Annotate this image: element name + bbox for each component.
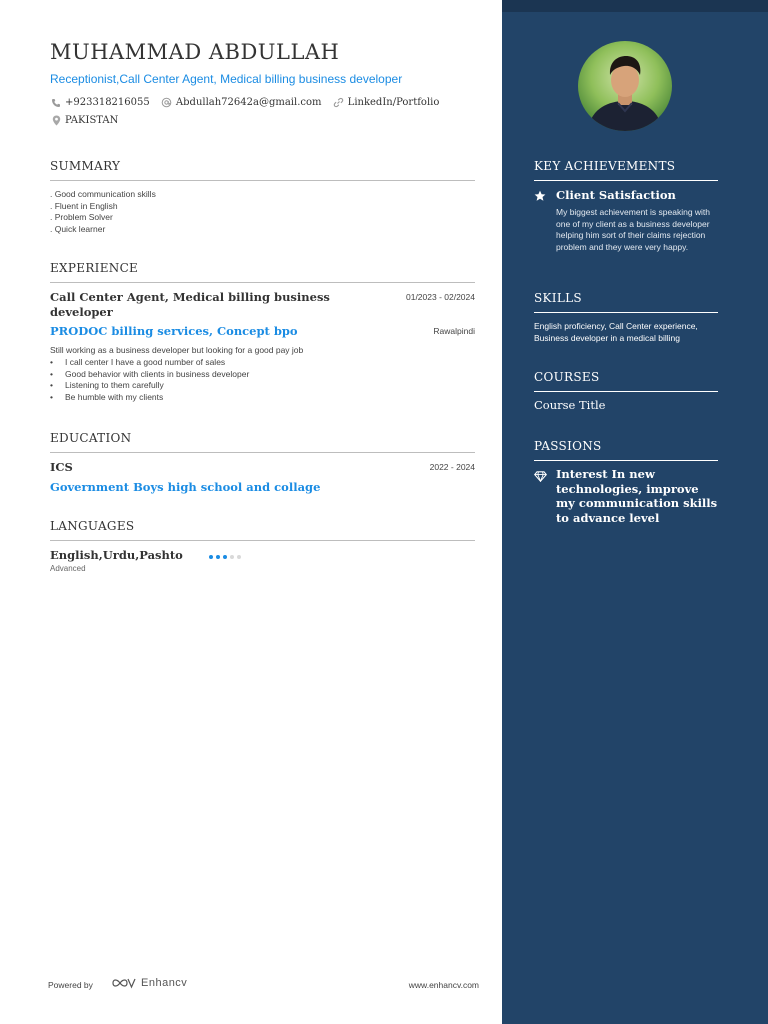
passions-heading: PASSIONS bbox=[534, 439, 718, 461]
powered-by-text: Powered by bbox=[48, 980, 93, 990]
school-name: Government Boys high school and collage bbox=[50, 480, 321, 494]
job-title: Call Center Agent, Medical billing business developer bbox=[50, 290, 330, 319]
job-bullet: • Good behavior with clients in business developer bbox=[50, 369, 475, 381]
courses-heading: COURSES bbox=[534, 370, 718, 392]
education-section bbox=[50, 431, 475, 494]
sidebar bbox=[502, 0, 768, 1024]
job-bullet: • Listening to them carefully bbox=[50, 380, 475, 392]
degree: ICS bbox=[50, 460, 73, 474]
summary-line: . Quick learner bbox=[50, 223, 106, 234]
education-entry bbox=[50, 460, 475, 474]
contact-link[interactable] bbox=[333, 95, 440, 109]
brand-name: Enhancv bbox=[141, 977, 188, 989]
contact-info bbox=[50, 95, 490, 129]
contact-phone bbox=[50, 96, 150, 110]
rating-dot-filled bbox=[223, 555, 227, 559]
job-description: Still working as a business developer but looking for a good pay job bbox=[50, 345, 304, 355]
language-name: English,Urdu,Pashto bbox=[50, 548, 183, 562]
skills-heading: SKILLS bbox=[534, 291, 718, 313]
link-icon bbox=[333, 96, 345, 108]
education-heading: EDUCATION bbox=[50, 431, 475, 453]
passion-item bbox=[534, 467, 718, 525]
sidebar-top-bar bbox=[502, 0, 768, 12]
language-level: Advanced bbox=[50, 564, 86, 573]
job-dates: 01/2023 - 02/2024 bbox=[405, 292, 475, 302]
achievements-section bbox=[534, 159, 718, 253]
job-bullets bbox=[50, 357, 475, 403]
avatar bbox=[578, 41, 672, 131]
job-bullet: • I call center I have a good number of sales bbox=[50, 357, 475, 369]
education-dates: 2022 - 2024 bbox=[429, 462, 475, 472]
rating-dot-filled bbox=[209, 555, 213, 559]
link-text: LinkedIn/Portfolio bbox=[347, 96, 440, 108]
footer bbox=[48, 977, 479, 993]
experience-heading: EXPERIENCE bbox=[50, 261, 475, 283]
language-entry bbox=[50, 548, 475, 578]
passions-section bbox=[534, 439, 718, 525]
rating-dot-empty bbox=[237, 555, 241, 559]
candidate-headline: Receptionist,Call Center Agent, Medical billing business developer bbox=[50, 72, 403, 86]
location-pin-icon bbox=[50, 115, 62, 127]
achievement-description: My biggest achievement is speaking with one of my client as a business developer helping him sort of their claims rejection problem and they were very happy. bbox=[556, 207, 711, 252]
achievements-heading: KEY ACHIEVEMENTS bbox=[534, 159, 718, 181]
enhancv-logo[interactable] bbox=[112, 977, 187, 989]
phone-text: +923318216055 bbox=[65, 97, 150, 108]
courses-section bbox=[534, 370, 718, 412]
experience-entry bbox=[50, 290, 475, 320]
rating-dot-filled bbox=[216, 555, 220, 559]
achievement-title: Client Satisfaction bbox=[556, 188, 676, 202]
skills-section bbox=[534, 291, 718, 344]
job-bullet: • Be humble with my clients bbox=[50, 392, 475, 404]
location-text: PAKISTAN bbox=[65, 115, 119, 126]
at-icon bbox=[161, 96, 173, 108]
languages-section bbox=[50, 519, 475, 578]
company-name: PRODOC billing services, Concept bpo bbox=[50, 324, 298, 338]
star-icon bbox=[534, 189, 546, 207]
summary-line: . Problem Solver bbox=[50, 212, 113, 222]
summary-line: . Fluent in English bbox=[50, 200, 118, 211]
summary-line: . Good communication skills bbox=[50, 189, 156, 199]
contact-location bbox=[50, 114, 118, 128]
languages-heading: LANGUAGES bbox=[50, 519, 475, 541]
job-location: Rawalpindi bbox=[433, 326, 475, 336]
diamond-icon bbox=[534, 469, 547, 487]
contact-email[interactable] bbox=[161, 95, 322, 109]
footer-website[interactable]: www.enhancv.com bbox=[408, 980, 479, 990]
experience-section bbox=[50, 261, 475, 403]
rating-dot-empty bbox=[230, 555, 234, 559]
email-text: Abdullah72642a@gmail.com bbox=[175, 96, 322, 108]
skills-text: English proficiency, Call Center experience, Business developer in a medical billing bbox=[534, 321, 698, 343]
candidate-name: MUHAMMAD ABDULLAH bbox=[50, 40, 340, 64]
passion-text: Interest In new technologies, improve my communication skills to advance level bbox=[556, 467, 718, 525]
enhancv-logo-icon bbox=[112, 977, 136, 989]
summary-lines bbox=[50, 189, 475, 235]
summary-section bbox=[50, 159, 475, 235]
phone-icon bbox=[50, 97, 62, 109]
summary-heading: SUMMARY bbox=[50, 159, 475, 181]
course-title: Course Title bbox=[534, 398, 606, 412]
achievement-item bbox=[534, 188, 718, 253]
language-rating bbox=[209, 555, 244, 559]
